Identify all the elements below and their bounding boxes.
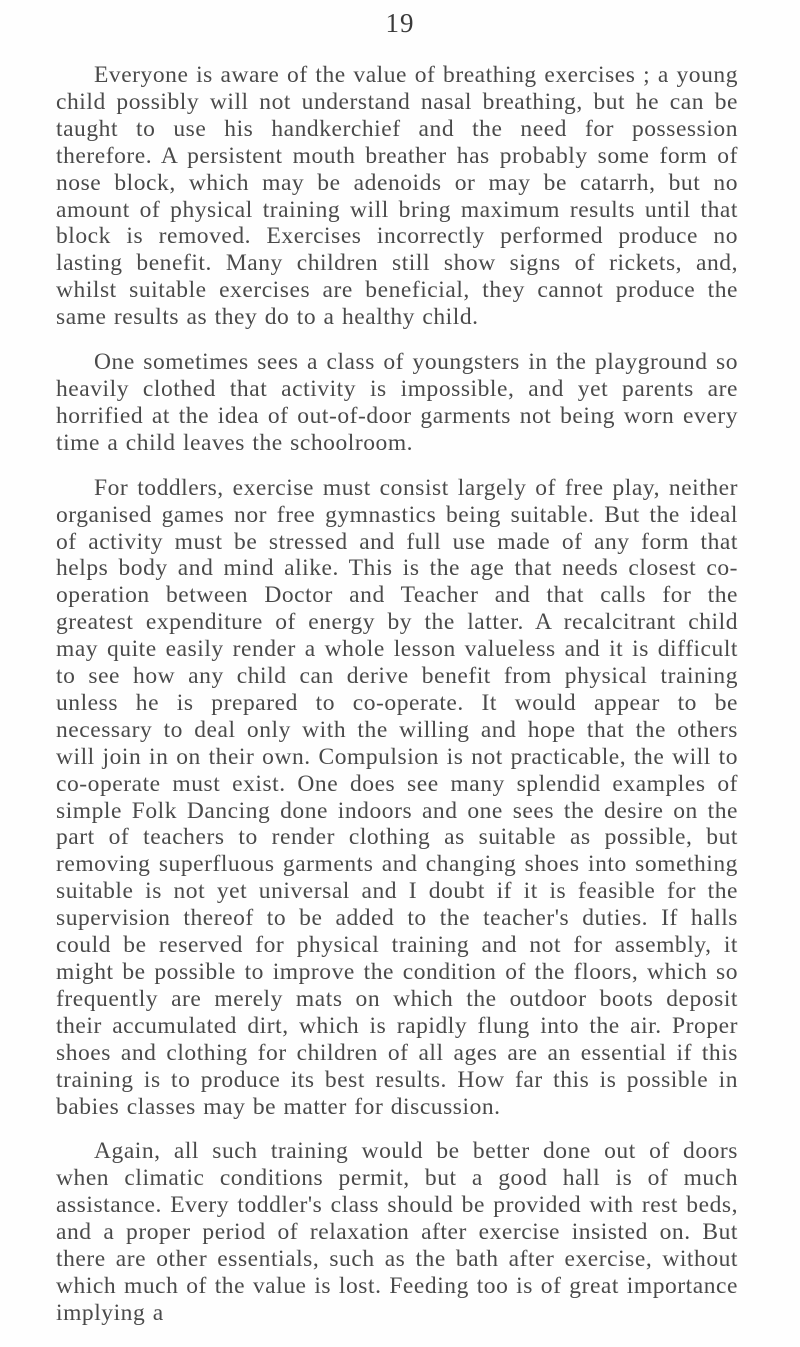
- paragraph-outdoor-training: Again, all such training would be better done out of doors when climatic conditions permit, but a good hall is of much assistance. Every toddler's class should be provided with rest beds, and a proper period of relaxation after exercise insisted on. But there are other essentials, such as the bath after exercise, without which much of the value is lost. Feeding too is of great importance implying a: [56, 1138, 738, 1326]
- paragraph-breathing-exercises: Everyone is aware of the value of breathing exercises ; a young child possibly will not understand nasal breathing, but he can be taught to use his handkerchief and the need for possession therefore. A persistent mouth breather has probably some form of nose block, which may be adenoids or may be catarrh, but no amount of physical training will bring maximum results until that block is removed. Exercises incorrectly performed produce no lasting benefit. Many children still show signs of rickets, and, whilst suitable exercises are beneficial, they cannot produce the same results as they do to a healthy child.: [56, 62, 738, 331]
- page-number: 19: [385, 8, 415, 38]
- paragraph-toddlers-exercise: For toddlers, exercise must consist largely of free play, neither organised games nor free gymnastics being suitable. But the ideal of activity must be stressed and full use made of any form that helps body and mind alike. This is the age that needs closest co-operation between Doctor and Teacher and that calls for the greatest expenditure of energy by the latter. A recalcitrant child may quite easily render a whole lesson valueless and it is difficult to see how any child can derive benefit from physical training unless he is prepared to co-operate. It would appear to be necessary to deal only with the willing and hope that the others will join in on their own. Compulsion is not practicable, the will to co-operate must exist. One does see many splendid examples of simple Folk Dancing done indoors and one sees the desire on the part of teachers to render clothing as suitable as possible, but removing superfluous garments and changing shoes into something suitable is not yet universal and I doubt if it is feasible for the supervision thereof to be added to the teacher's duties. If halls could be reserved for physical training and not for assembly, it might be possible to improve the condition of the floors, which so frequently are merely mats on which the outdoor boots deposit their accumulated dirt, which is rapidly flung into the air. Proper shoes and clothing for children of all ages are an essential if this training is to produce its best results. How far this is possible in babies classes may be matter for discussion.: [56, 474, 738, 1120]
- body-text: [56, 62, 738, 1327]
- paragraph-heavy-clothing: One sometimes sees a class of youngsters in the playground so heavily clothed that activity is impossible, and yet parents are horrified at the idea of out-of-door garments not being worn every time a child leaves the schoolroom.: [56, 349, 738, 456]
